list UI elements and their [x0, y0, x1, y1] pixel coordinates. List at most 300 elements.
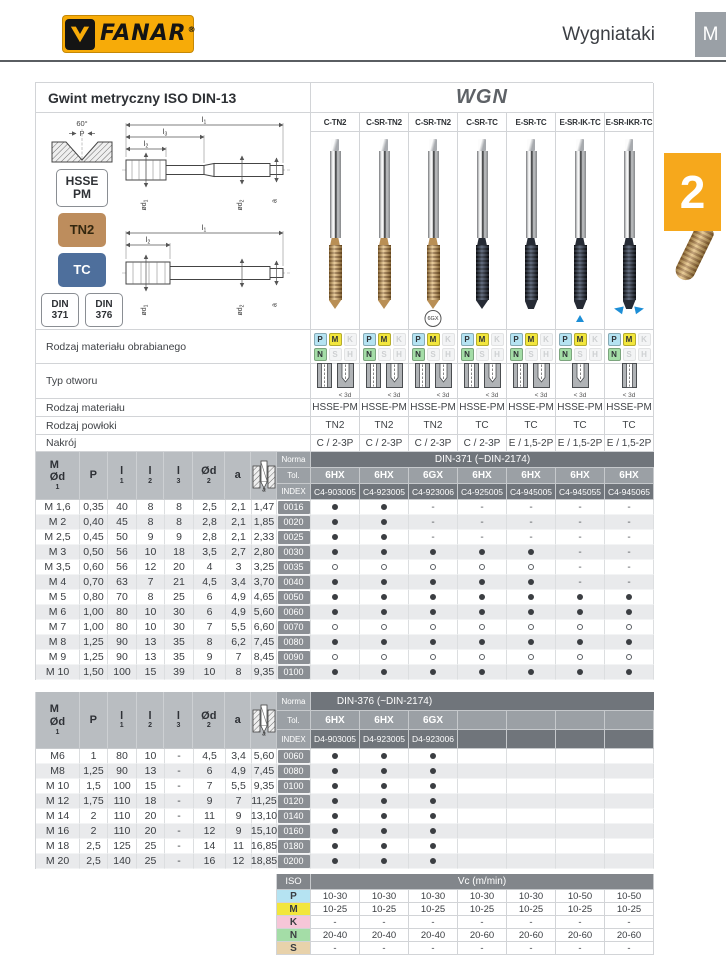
- availability-cell: [360, 590, 409, 605]
- spec-cell: 5,5: [226, 620, 252, 635]
- holes-row: [35, 364, 653, 399]
- spec-cell: 9: [226, 824, 252, 839]
- availability-cell: [605, 854, 654, 869]
- hole-depth-note: < 3d: [436, 391, 450, 399]
- available-dot: [381, 609, 387, 615]
- availability-cell: [311, 824, 360, 839]
- spec-column-header: Ød 2: [193, 452, 225, 499]
- available-dot: [479, 579, 485, 585]
- vc-row: [277, 890, 653, 903]
- vc-value-cell: -: [311, 916, 360, 929]
- spec-cell: 1,00: [80, 620, 108, 635]
- hole-depth-note: < 3d: [387, 391, 401, 399]
- vc-value-cell: 10-25: [605, 903, 654, 916]
- tolerance-cell: [507, 711, 556, 730]
- index-cell: [277, 794, 311, 809]
- tap-cone: [623, 238, 635, 245]
- norm-badges: [41, 293, 123, 327]
- table-row: [36, 515, 653, 530]
- available-dot: [381, 669, 387, 675]
- table-header: [36, 452, 653, 500]
- availability-cell: [605, 530, 654, 545]
- tap-cone: [525, 238, 537, 245]
- on-request-dot: [479, 654, 485, 660]
- page-number-badge: 2: [664, 153, 721, 231]
- spec-cell: 9: [226, 809, 252, 824]
- table-row: [36, 605, 653, 620]
- spec-cell: 3,4: [226, 749, 252, 764]
- spec-column-header: l 3: [164, 452, 193, 499]
- spec-cell: -: [165, 764, 194, 779]
- index-row: [311, 484, 654, 500]
- svg-text:P: P: [79, 129, 85, 138]
- tolerance-cell: 6HX: [311, 468, 360, 484]
- available-dot: [332, 768, 338, 774]
- spec-cell: 2,1: [226, 515, 252, 530]
- spec-cell: M 6: [36, 605, 80, 620]
- drill-icon: [251, 452, 276, 499]
- available-dot: [430, 753, 436, 759]
- index-badge: 0090: [278, 651, 310, 664]
- holes-row-cells: [311, 364, 654, 399]
- svg-text:l3: $l_3$: [162, 127, 168, 138]
- availability-cell: [360, 500, 409, 515]
- available-dot: [381, 639, 387, 645]
- index-cell: [277, 665, 311, 680]
- availability-cell: [311, 839, 360, 854]
- materials-row-cells: [311, 330, 654, 364]
- availability-cell: [311, 515, 360, 530]
- available-dot: [430, 828, 436, 834]
- spec-cell: 0,80: [80, 590, 108, 605]
- tolerance-cell: [458, 711, 507, 730]
- index-cell: [277, 839, 311, 854]
- vc-value-cell: 10-30: [507, 890, 556, 903]
- spec-value-row: [35, 417, 653, 435]
- material-letter-badge: M: [623, 333, 636, 346]
- table-body: [36, 749, 653, 869]
- on-request-dot: [479, 624, 485, 630]
- tap-shank: [624, 151, 635, 238]
- spec-cell: 1,25: [80, 635, 108, 650]
- spec-cell: 8: [137, 590, 165, 605]
- availability-cell: [605, 824, 654, 839]
- on-request-dot: [381, 564, 387, 570]
- vc-value-cell: -: [409, 916, 458, 929]
- spec-cell: 16,85: [250, 840, 278, 852]
- spec-cell: 12: [194, 824, 226, 839]
- not-available-dash: -: [578, 576, 582, 588]
- on-request-dot: [479, 564, 485, 570]
- availability-cell: [507, 620, 556, 635]
- available-dot: [626, 594, 632, 600]
- vc-value-cell: 10-25: [507, 903, 556, 916]
- tap-thread: [378, 245, 391, 300]
- tap-images-row: [311, 132, 654, 330]
- available-dot: [626, 639, 632, 645]
- material-group-cell: [556, 330, 605, 364]
- material-letter-badge: N: [412, 348, 425, 361]
- material-letter-badge: M: [525, 333, 538, 346]
- index-cell: [277, 854, 311, 869]
- material-letter-badge: H: [442, 348, 455, 361]
- spec-cell: 7,45: [252, 635, 277, 650]
- tap-cone: [427, 238, 439, 245]
- blind-hole-icon-glyph: [435, 363, 452, 391]
- available-dot: [381, 783, 387, 789]
- available-dot: [381, 828, 387, 834]
- available-dot: [381, 843, 387, 849]
- availability-cell: [556, 824, 605, 839]
- hole-type-cell: [360, 364, 409, 399]
- available-dot: [332, 609, 338, 615]
- tap-thread: [329, 245, 342, 300]
- availability-cell: [605, 545, 654, 560]
- tap-tip: [427, 300, 440, 309]
- vc-value-cell: 10-30: [311, 890, 360, 903]
- material-grid: [559, 333, 602, 361]
- availability-cell: [360, 560, 409, 575]
- availability-cell: [507, 530, 556, 545]
- hole-type-cell: [409, 364, 458, 399]
- catalog-card: [35, 82, 653, 869]
- available-dot: [381, 519, 387, 525]
- index-code-cell: D4-923005: [360, 730, 409, 749]
- index-cell: [277, 560, 311, 575]
- index-badge: 0060: [278, 750, 310, 763]
- available-dot: [577, 609, 583, 615]
- available-dot: [332, 813, 338, 819]
- hole-icons: [415, 363, 452, 400]
- index-badge: 0020: [278, 516, 310, 529]
- spec-cell: 10: [137, 605, 165, 620]
- spec-cell: 0,40: [80, 515, 108, 530]
- spec-value-cell: TN2: [311, 417, 360, 435]
- availability-cell: [409, 605, 458, 620]
- vc-value-cell: -: [409, 942, 458, 955]
- spec-cell: 13: [137, 764, 165, 779]
- index-badge: 0100: [278, 666, 310, 679]
- spec-cell: M 3: [36, 545, 80, 560]
- availability-cell: [556, 590, 605, 605]
- spec-cell: 1,25: [80, 650, 108, 665]
- index-badge: 0140: [278, 810, 310, 823]
- availability-cell: [605, 515, 654, 530]
- index-badge: 0080: [278, 765, 310, 778]
- material-letter-badge: S: [525, 348, 538, 361]
- spec-cell: 140: [108, 854, 137, 869]
- tolerance-cell: 6GX: [409, 468, 458, 484]
- available-dot: [430, 813, 436, 819]
- availability-cell: [556, 764, 605, 779]
- table-row: [36, 620, 653, 635]
- spec-column-header: l 1: [108, 452, 137, 499]
- available-dot: [332, 639, 338, 645]
- blind-hole-icon: [572, 363, 589, 400]
- table-row: [36, 779, 653, 794]
- availability-cell: [605, 500, 654, 515]
- tap-tip: [378, 300, 391, 309]
- available-dot: [332, 753, 338, 759]
- spec-cell: 6,2: [226, 635, 252, 650]
- spec-cell: 15: [137, 665, 165, 680]
- variant-name: C-TN2: [311, 113, 360, 132]
- svg-text:ød2: $ød_2$: [237, 199, 246, 211]
- index-code-cell: C4-923006: [409, 484, 458, 500]
- spec-cell: 2,5: [80, 854, 108, 869]
- index-code-cell: C4-945055: [556, 484, 605, 500]
- available-dot: [479, 594, 485, 600]
- blind-hole-icon-glyph: [337, 363, 354, 391]
- availability-cell: [360, 779, 409, 794]
- norm-name: DIN-371 (~DIN-2174): [434, 454, 531, 465]
- available-dot: [528, 609, 534, 615]
- spec-cell: 1,75: [80, 794, 108, 809]
- availability-cell: [311, 794, 360, 809]
- availability-cell: [507, 824, 556, 839]
- index-cell: [277, 545, 311, 560]
- availability-cell: [409, 650, 458, 665]
- spec-value-cell: TN2: [360, 417, 409, 435]
- hole-type-cell: [311, 364, 360, 399]
- table-row: [36, 824, 653, 839]
- index-code-cell: C4-925005: [458, 484, 507, 500]
- index-cell: [277, 500, 311, 515]
- available-dot: [430, 783, 436, 789]
- material-letter-badge: S: [574, 348, 587, 361]
- variant-name: C-SR-TC: [458, 113, 507, 132]
- tap-column: [556, 132, 605, 330]
- material-letter-badge: K: [589, 333, 602, 346]
- hole-icons: [464, 363, 501, 400]
- availability-cell: [507, 839, 556, 854]
- not-available-dash: -: [480, 516, 484, 528]
- availability-cell: [458, 500, 507, 515]
- available-dot: [430, 858, 436, 864]
- spec-cell: 39: [165, 665, 194, 680]
- spec-value-cell: TC: [556, 417, 605, 435]
- available-dot: [381, 798, 387, 804]
- spec-column-header: l 3: [164, 692, 193, 748]
- not-available-dash: -: [578, 501, 582, 513]
- spec-cell: 20: [165, 560, 194, 575]
- tap-column: [409, 132, 458, 330]
- availability-cell: [360, 605, 409, 620]
- spec-column-header: l 2: [137, 452, 165, 499]
- vc-value-cell: 10-25: [556, 903, 605, 916]
- vc-value-cell: -: [458, 916, 507, 929]
- available-dot: [430, 594, 436, 600]
- not-available-dash: -: [578, 546, 582, 558]
- available-dot: [528, 579, 534, 585]
- not-available-dash: -: [578, 531, 582, 543]
- spec-cell: M 7: [36, 620, 80, 635]
- available-dot: [528, 639, 534, 645]
- spec-cell: M 8: [36, 635, 80, 650]
- not-available-dash: -: [627, 546, 631, 558]
- spec-column-header: l 2: [137, 692, 165, 748]
- index-badge: 0050: [278, 591, 310, 604]
- vc-value-cell: 20-60: [458, 929, 507, 942]
- spec-cell: 25: [137, 839, 165, 854]
- vc-value-cell: 20-40: [409, 929, 458, 942]
- index-code-cell: [507, 730, 556, 749]
- spec-cell: 10: [137, 545, 165, 560]
- on-request-dot: [332, 564, 338, 570]
- svg-text:60°: 60°: [76, 119, 88, 128]
- tap-thread: [427, 245, 440, 300]
- not-available-dash: -: [529, 516, 533, 528]
- vc-value-cell: 10-50: [605, 890, 654, 903]
- header-row-label: INDEX: [277, 730, 311, 749]
- tap-column: [458, 132, 507, 330]
- mini-tap-image: [672, 223, 715, 284]
- availability-cell: [605, 575, 654, 590]
- spec-value-cell: E / 1,5-2P: [605, 435, 654, 452]
- variant-name: E-SR-IKR-TC: [605, 113, 654, 132]
- vc-value-cell: -: [458, 942, 507, 955]
- spec-cell: 1,5: [80, 779, 108, 794]
- index-code-cell: [556, 730, 605, 749]
- spec-row-label: Nakrój: [36, 435, 311, 452]
- index-badge: 0160: [278, 825, 310, 838]
- header-divider: [0, 60, 726, 62]
- material-letter-badge: P: [461, 333, 474, 346]
- availability-cell: [311, 665, 360, 680]
- available-dot: [430, 639, 436, 645]
- availability-cell: [556, 779, 605, 794]
- availability-cell: [311, 545, 360, 560]
- availability-cell: [311, 650, 360, 665]
- tolerance-cell: 6GX: [409, 711, 458, 730]
- table-row: [36, 530, 653, 545]
- norm-band: [311, 452, 654, 468]
- availability-cell: [360, 749, 409, 764]
- availability-cell: [458, 620, 507, 635]
- svg-text:l2: $l_2$: [145, 235, 151, 246]
- availability-cell: [556, 635, 605, 650]
- spec-cell: 10: [137, 620, 165, 635]
- page-title: Wygniataki: [562, 24, 655, 45]
- spec-cell: M 9: [36, 650, 80, 665]
- availability-cell: [507, 605, 556, 620]
- vc-value-cell: -: [507, 942, 556, 955]
- tap-image: [378, 139, 391, 329]
- available-dot: [479, 609, 485, 615]
- availability-cell: [360, 650, 409, 665]
- availability-cell: [605, 560, 654, 575]
- vc-value-cell: 10-30: [409, 890, 458, 903]
- header-row-label: Tol.: [277, 468, 311, 484]
- product-title: Gwint metryczny ISO DIN-13: [36, 83, 311, 113]
- vc-row: [277, 916, 653, 929]
- tap-square-head: [478, 139, 486, 151]
- material-letter-badge: S: [427, 348, 440, 361]
- svg-text:l2: $l_2$: [143, 139, 149, 150]
- spec-cell: 56: [108, 545, 137, 560]
- availability-cell: [360, 575, 409, 590]
- hole-icons: [317, 363, 354, 400]
- available-dot: [381, 813, 387, 819]
- availability-cell: [409, 560, 458, 575]
- norm-name: DIN-376 (~DIN-2174): [336, 695, 433, 707]
- tap-cone: [476, 238, 488, 245]
- availability-cell: [458, 764, 507, 779]
- card-right-column: [311, 83, 654, 330]
- registered-mark: ®: [187, 24, 197, 34]
- spec-cell: 7: [194, 779, 226, 794]
- availability-cell: [458, 779, 507, 794]
- availability-cell: [311, 605, 360, 620]
- spec-cell: M 20: [36, 854, 80, 869]
- on-request-dot: [430, 624, 436, 630]
- index-cell: [277, 635, 311, 650]
- spec-cell: 40: [108, 500, 137, 515]
- spec-cell: -: [165, 809, 194, 824]
- spec-cell: 20: [137, 824, 165, 839]
- spec-value-cell: C / 2-3P: [458, 435, 507, 452]
- index-code-cell: [458, 730, 507, 749]
- material-letter-badge: M: [574, 333, 587, 346]
- available-dot: [479, 549, 485, 555]
- material-letter-badge: M: [476, 333, 489, 346]
- available-dot: [381, 594, 387, 600]
- availability-cell: [360, 809, 409, 824]
- spec-cell: M 10: [36, 665, 80, 680]
- spec-cell: 18: [137, 794, 165, 809]
- available-dot: [332, 594, 338, 600]
- table-row: [36, 764, 653, 779]
- tap-column: [311, 132, 360, 330]
- available-dot: [479, 639, 485, 645]
- spec-value-cell: HSSE-PM: [507, 399, 556, 417]
- index-cell: [277, 779, 311, 794]
- index-cell: [277, 575, 311, 590]
- vc-value-cell: -: [507, 916, 556, 929]
- spec-column-header: Ød 2: [193, 692, 225, 748]
- vc-value-cell: -: [360, 942, 409, 955]
- spec-cell: 21: [165, 575, 194, 590]
- availability-cell: [360, 545, 409, 560]
- vc-value-cell: 10-30: [458, 890, 507, 903]
- tap-cone: [378, 238, 390, 245]
- spec-cell: 2,1: [226, 500, 252, 515]
- material-letter-badge: M: [329, 333, 342, 346]
- vc-value-cell: -: [605, 916, 654, 929]
- tap-shank: [526, 151, 537, 238]
- spec-cell: 1,25: [80, 764, 108, 779]
- availability-cell: [360, 635, 409, 650]
- availability-cell: [360, 794, 409, 809]
- availability-cell: [311, 590, 360, 605]
- hole-depth-note: < 3d: [338, 391, 352, 399]
- header-right: [311, 452, 654, 500]
- availability-cell: [507, 809, 556, 824]
- spec-cell: M 1,6: [36, 500, 80, 515]
- index-cell: [277, 515, 311, 530]
- spec-cell: 8: [165, 500, 194, 515]
- spec-cell: 9: [194, 794, 226, 809]
- header-row-label: INDEX: [277, 484, 311, 500]
- spec-cell: M 16: [36, 824, 80, 839]
- through-hole-icon-glyph: [317, 363, 332, 391]
- availability-cell: [311, 620, 360, 635]
- section-tab[interactable]: M: [695, 12, 726, 57]
- not-available-dash: -: [578, 561, 582, 573]
- available-dot: [479, 669, 485, 675]
- spec-cell: 30: [165, 605, 194, 620]
- material-group-cell: [605, 330, 654, 364]
